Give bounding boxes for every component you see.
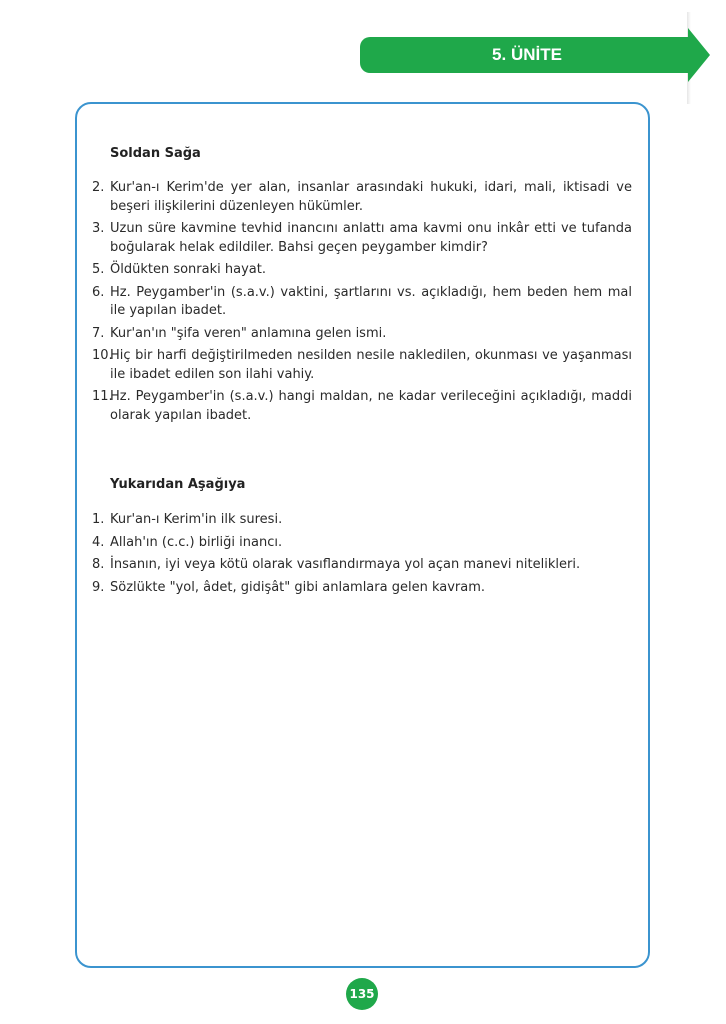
clue-text: Hz. Peygamber'in (s.a.v.) hangi maldan, ne kadar verileceğini açıkladığı, maddi olarak yapılan ibadet.	[110, 389, 632, 423]
clue-text: Uzun süre kavmine tevhid inancını anlattı ama kavmi onu inkâr etti ve tufanda boğularak helak edildiler. Bahsi geçen peygamber kimdir?	[110, 221, 632, 255]
clue-number: 6.	[92, 284, 105, 300]
page-number: 135	[346, 978, 378, 1010]
down-clue	[92, 511, 632, 530]
down-clue-list	[92, 511, 632, 601]
across-clue	[92, 347, 632, 384]
down-clue	[92, 579, 632, 598]
across-clue	[92, 325, 632, 344]
clue-number: 4.	[92, 534, 105, 550]
clue-number: 1.	[92, 512, 105, 527]
clue-text: Kur'an-ı Kerim'de yer alan, insanlar arasındaki hukuki, idari, mali, iktisadi ve beşeri ilişkilerini düzenleyen hükümler.	[110, 180, 632, 214]
clue-number: 5.	[92, 262, 105, 277]
unit-label: 5. ÜNİTE	[492, 45, 562, 64]
across-clue	[92, 388, 632, 425]
across-clue	[92, 220, 632, 257]
across-clue	[92, 261, 632, 280]
clue-number: 9.	[92, 579, 105, 595]
down-heading: Yukarıdan Aşağıya	[110, 477, 246, 492]
across-clue-list	[92, 179, 632, 429]
clue-number: 7.	[92, 325, 105, 341]
clue-text: Hz. Peygamber'in (s.a.v.) vaktini, şartlarını vs. açıkladığı, hem beden hem mal ile yapılan ibadet.	[110, 284, 632, 318]
down-clue	[92, 534, 632, 553]
across-heading: Soldan Sağa	[110, 146, 201, 161]
clue-text: İnsanın, iyi veya kötü olarak vasıflandırmaya yol açan manevi nitelikleri.	[110, 557, 581, 572]
clue-number: 3.	[92, 221, 105, 236]
clue-number: 8.	[92, 557, 105, 572]
clue-number: 11.	[92, 389, 113, 404]
clue-number: 2.	[92, 180, 105, 195]
across-clue	[92, 284, 632, 321]
clue-text: Öldükten sonraki hayat.	[110, 262, 266, 277]
down-clue	[92, 556, 632, 575]
clue-text: Kur'an'ın "şifa veren" anlamına gelen ismi.	[110, 325, 387, 341]
clue-text: Hiç bir harfi değiştirilmeden nesilden nesile nakledilen, okunması ve yaşanması ile ibadet edilen son ilahi vahiy.	[110, 348, 632, 382]
clue-text: Kur'an-ı Kerim'in ilk suresi.	[110, 512, 283, 527]
across-clue	[92, 179, 632, 216]
clue-text: Allah'ın (c.c.) birliği inancı.	[110, 534, 283, 550]
clue-number: 10.	[92, 348, 113, 363]
unit-banner-arrow	[688, 28, 710, 82]
clue-text: Sözlükte "yol, âdet, gidişât" gibi anlamlara gelen kavram.	[110, 579, 486, 595]
